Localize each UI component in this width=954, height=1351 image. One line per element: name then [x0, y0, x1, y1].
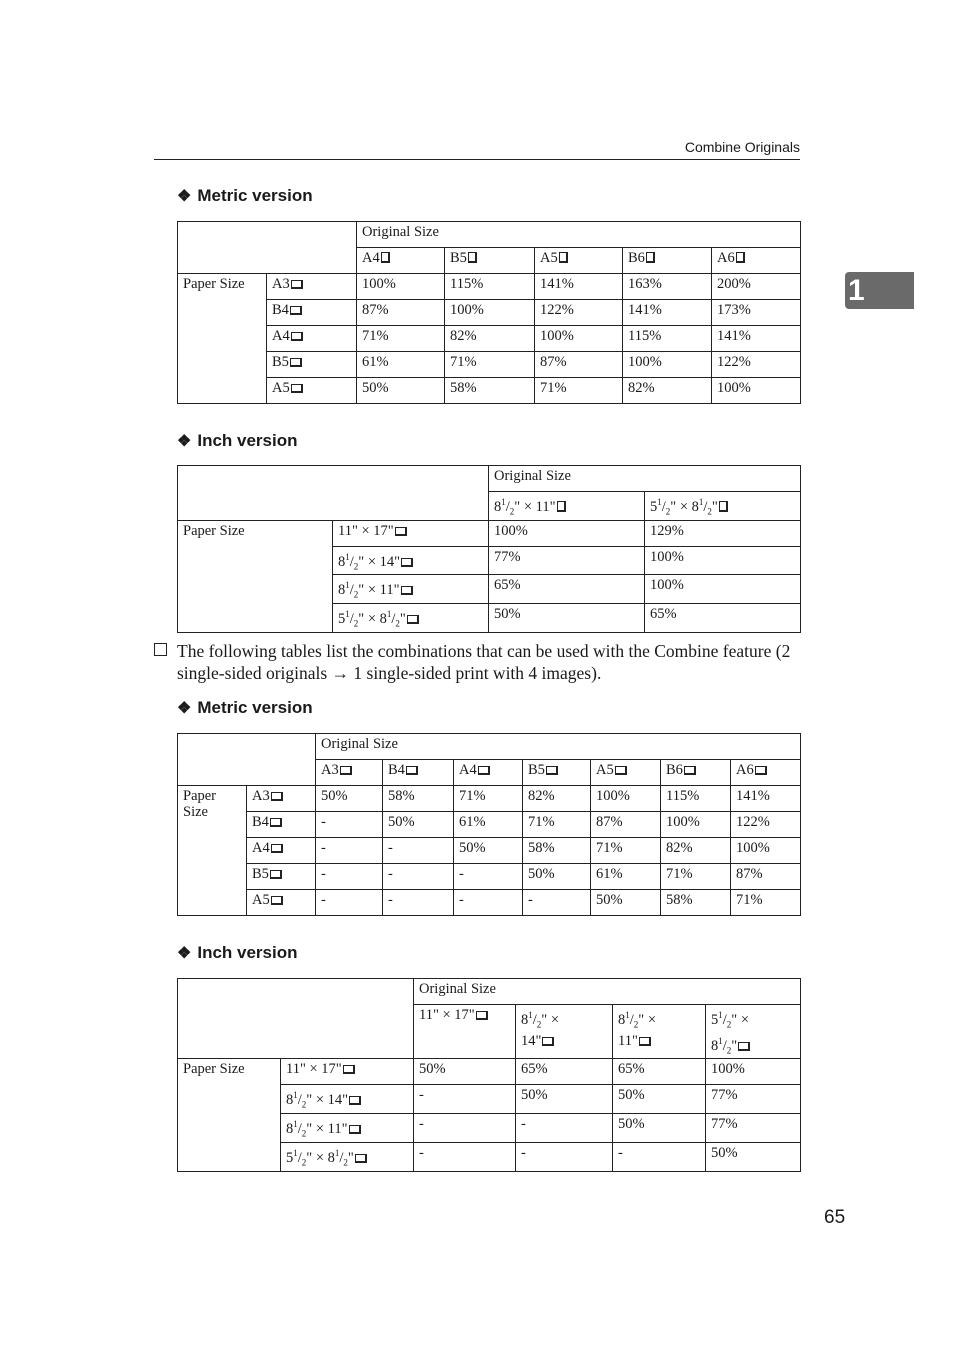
table-cell: 50%	[357, 378, 445, 404]
portrait-orientation-icon	[559, 252, 568, 263]
table-cell: 71%	[357, 326, 445, 352]
table-cell: -	[316, 812, 383, 838]
row-header: B4	[267, 300, 357, 326]
table-row	[178, 812, 801, 838]
table-cell: 173%	[712, 300, 801, 326]
column-header: A6	[731, 760, 801, 786]
table-row	[178, 838, 801, 864]
table-cell: 50%	[316, 786, 383, 812]
column-header: $8^1/_2$" × 11"	[613, 1005, 706, 1059]
table-cell: 61%	[591, 864, 661, 890]
row-header: $8^1/_2$" × 11"	[333, 575, 489, 604]
row-header: $5^1/_2$" × $8^1/_2$"	[281, 1142, 414, 1171]
table-cell: 100%	[591, 786, 661, 812]
table-cell: 71%	[591, 838, 661, 864]
column-group-header: Original Size	[357, 222, 801, 248]
table-cell: -	[316, 864, 383, 890]
table-cell: -	[523, 890, 591, 916]
table-row	[178, 466, 801, 492]
table-cell: 87%	[535, 352, 623, 378]
table-cell: 50%	[383, 812, 454, 838]
table-cell: 115%	[623, 326, 712, 352]
row-header: $5^1/_2$" × $8^1/_2$"	[333, 604, 489, 633]
table-cell: 100%	[731, 838, 801, 864]
diamond-bullet-icon: ❖	[177, 433, 192, 450]
table-cell: 100%	[645, 575, 801, 604]
table-row	[178, 786, 801, 812]
table-cell: 100%	[623, 352, 712, 378]
table-row	[178, 864, 801, 890]
table-cell: 100%	[489, 520, 645, 546]
diamond-bullet-icon: ❖	[177, 700, 192, 717]
landscape-orientation-icon	[291, 280, 303, 289]
table-cell: 77%	[706, 1085, 801, 1114]
table-cell: -	[383, 890, 454, 916]
landscape-orientation-icon	[291, 332, 303, 341]
column-header: B4	[383, 760, 454, 786]
table-cell: 82%	[623, 378, 712, 404]
column-header: A4	[454, 760, 523, 786]
table-cell: 61%	[454, 812, 523, 838]
table-metric-2	[177, 733, 801, 916]
column-header: B5	[445, 248, 535, 274]
landscape-orientation-icon	[478, 766, 490, 775]
table-cell: 100%	[706, 1059, 801, 1085]
row-header: $8^1/_2$" × 14"	[333, 546, 489, 575]
table-cell: 87%	[591, 812, 661, 838]
landscape-orientation-icon	[271, 844, 283, 853]
table-cell: 50%	[613, 1085, 706, 1114]
portrait-orientation-icon	[646, 252, 655, 263]
table-row	[178, 979, 801, 1005]
table-cell: 100%	[712, 378, 801, 404]
table-cell: -	[414, 1142, 516, 1171]
table-cell: 87%	[357, 300, 445, 326]
table-cell: -	[454, 864, 523, 890]
landscape-orientation-icon	[684, 766, 696, 775]
table-cell: 58%	[383, 786, 454, 812]
table-cell: 87%	[731, 864, 801, 890]
table-cell: 100%	[535, 326, 623, 352]
row-header: $8^1/_2$" × 14"	[281, 1085, 414, 1114]
landscape-orientation-icon	[340, 766, 352, 775]
landscape-orientation-icon	[349, 1096, 361, 1105]
table-cell: 141%	[623, 300, 712, 326]
landscape-orientation-icon	[401, 558, 413, 567]
table-cell: 50%	[613, 1114, 706, 1143]
table-cell: 58%	[523, 838, 591, 864]
table-cell: -	[414, 1085, 516, 1114]
row-header: B5	[247, 864, 316, 890]
row-header: B5	[267, 352, 357, 378]
checkbox-bullet-icon	[154, 643, 167, 656]
table-cell: 141%	[731, 786, 801, 812]
table-cell: 50%	[516, 1085, 613, 1114]
page-header	[154, 138, 800, 160]
section-heading-metric-1: ❖ Metric version	[177, 186, 313, 205]
row-header: A5	[267, 378, 357, 404]
column-header: B6	[661, 760, 731, 786]
table-cell: 122%	[535, 300, 623, 326]
table-cell: 71%	[454, 786, 523, 812]
table-row	[178, 520, 801, 546]
table-cell: -	[454, 890, 523, 916]
column-header: B5	[523, 760, 591, 786]
page-number: 65	[824, 1207, 846, 1228]
empty-cell	[178, 466, 489, 521]
table-row	[178, 378, 801, 404]
table-cell: 200%	[712, 274, 801, 300]
table-cell: 58%	[445, 378, 535, 404]
row-header: A4	[267, 326, 357, 352]
landscape-orientation-icon	[271, 896, 283, 905]
table-cell: 122%	[712, 352, 801, 378]
header-title: Combine Originals	[684, 139, 800, 155]
row-header: A3	[247, 786, 316, 812]
table-cell: 65%	[613, 1059, 706, 1085]
table-cell: 100%	[661, 812, 731, 838]
table-row	[178, 326, 801, 352]
table-cell: 82%	[661, 838, 731, 864]
landscape-orientation-icon	[615, 766, 627, 775]
landscape-orientation-icon	[343, 1065, 355, 1074]
landscape-orientation-icon	[476, 1011, 488, 1020]
landscape-orientation-icon	[406, 766, 418, 775]
row-group-header: Paper Size	[178, 520, 333, 632]
landscape-orientation-icon	[349, 1125, 361, 1134]
landscape-orientation-icon	[271, 792, 283, 801]
table-cell: 65%	[645, 604, 801, 633]
table-inch-2	[177, 978, 801, 1172]
table-row	[178, 300, 801, 326]
table-row	[178, 890, 801, 916]
row-header: A4	[247, 838, 316, 864]
column-header: $5^1/_2$" × $8^1/_2$"	[706, 1005, 801, 1059]
table-cell: 50%	[706, 1142, 801, 1171]
portrait-orientation-icon	[719, 501, 728, 512]
row-header: 11" × 17"	[281, 1059, 414, 1085]
table-cell: -	[316, 838, 383, 864]
table-cell: -	[516, 1114, 613, 1143]
table-cell: -	[383, 838, 454, 864]
row-header: A3	[267, 274, 357, 300]
landscape-orientation-icon	[546, 766, 558, 775]
column-header: $8^1/_2$" × 11"	[489, 492, 645, 521]
table-cell: 82%	[445, 326, 535, 352]
landscape-orientation-icon	[290, 358, 302, 367]
landscape-orientation-icon	[542, 1037, 554, 1046]
table-cell: 65%	[489, 575, 645, 604]
table-row	[178, 734, 801, 760]
table-cell: -	[613, 1142, 706, 1171]
table-cell: 100%	[645, 546, 801, 575]
table-row	[178, 352, 801, 378]
table-cell: 50%	[454, 838, 523, 864]
portrait-orientation-icon	[736, 252, 745, 263]
table-cell: 71%	[445, 352, 535, 378]
column-group-header: Original Size	[414, 979, 801, 1005]
column-header: A5	[591, 760, 661, 786]
portrait-orientation-icon	[468, 252, 477, 263]
table-cell: 115%	[661, 786, 731, 812]
column-header: $5^1/_2$" × $8^1/_2$"	[645, 492, 801, 521]
landscape-orientation-icon	[290, 306, 302, 315]
note-paragraph: The following tables list the combinations that can be used with the Combine feature (2 single-sided originals → 1 single-sided print with 4 images).	[154, 640, 804, 662]
table-cell: 71%	[661, 864, 731, 890]
column-header: A4	[357, 248, 445, 274]
landscape-orientation-icon	[355, 1154, 367, 1163]
table-row	[178, 274, 801, 300]
table-cell: 71%	[731, 890, 801, 916]
chapter-tab: 1	[845, 272, 914, 309]
column-header: $8^1/_2$" × 14"	[516, 1005, 613, 1059]
landscape-orientation-icon	[639, 1037, 651, 1046]
empty-cell	[178, 734, 316, 786]
table-row	[178, 1059, 801, 1085]
column-header: 11" × 17"	[414, 1005, 516, 1059]
diamond-bullet-icon: ❖	[177, 188, 192, 205]
row-header: A5	[247, 890, 316, 916]
landscape-orientation-icon	[738, 1042, 750, 1051]
table-cell: 77%	[489, 546, 645, 575]
table-cell: 58%	[661, 890, 731, 916]
section-heading-inch-2: ❖ Inch version	[177, 943, 298, 962]
table-cell: 50%	[489, 604, 645, 633]
column-header: A3	[316, 760, 383, 786]
table-cell: 100%	[357, 274, 445, 300]
table-cell: 141%	[535, 274, 623, 300]
column-group-header: Original Size	[489, 466, 801, 492]
table-cell: 141%	[712, 326, 801, 352]
table-cell: 71%	[523, 812, 591, 838]
table-cell: 65%	[516, 1059, 613, 1085]
landscape-orientation-icon	[270, 870, 282, 879]
landscape-orientation-icon	[401, 586, 413, 595]
empty-cell	[178, 979, 414, 1059]
row-header: B4	[247, 812, 316, 838]
landscape-orientation-icon	[395, 527, 407, 536]
table-cell: 82%	[523, 786, 591, 812]
diamond-bullet-icon: ❖	[177, 945, 192, 962]
column-header: B6	[623, 248, 712, 274]
row-group-header: Paper Size	[178, 1059, 281, 1171]
table-cell: 61%	[357, 352, 445, 378]
table-cell: 100%	[445, 300, 535, 326]
section-heading-metric-2: ❖ Metric version	[177, 698, 313, 717]
portrait-orientation-icon	[381, 252, 390, 263]
table-cell: 77%	[706, 1114, 801, 1143]
section-heading-inch-1: ❖ Inch version	[177, 431, 298, 450]
landscape-orientation-icon	[291, 384, 303, 393]
portrait-orientation-icon	[557, 501, 566, 512]
table-row	[178, 222, 801, 248]
row-header: $8^1/_2$" × 11"	[281, 1114, 414, 1143]
table-cell: -	[383, 864, 454, 890]
table-metric-1	[177, 221, 801, 404]
empty-cell	[178, 222, 357, 274]
table-cell: 50%	[523, 864, 591, 890]
landscape-orientation-icon	[270, 818, 282, 827]
table-cell: 122%	[731, 812, 801, 838]
column-group-header: Original Size	[316, 734, 801, 760]
table-inch-1	[177, 465, 801, 633]
table-cell: 71%	[535, 378, 623, 404]
column-header: A6	[712, 248, 801, 274]
row-group-header: Paper Size	[178, 786, 247, 916]
landscape-orientation-icon	[407, 615, 419, 624]
table-cell: 50%	[414, 1059, 516, 1085]
row-header: 11" × 17"	[333, 520, 489, 546]
table-cell: 163%	[623, 274, 712, 300]
landscape-orientation-icon	[755, 766, 767, 775]
row-group-header: Paper Size	[178, 274, 267, 404]
table-cell: -	[316, 890, 383, 916]
table-cell: -	[516, 1142, 613, 1171]
table-cell: 50%	[591, 890, 661, 916]
table-cell: 115%	[445, 274, 535, 300]
table-cell: 129%	[645, 520, 801, 546]
column-header: A5	[535, 248, 623, 274]
table-cell: -	[414, 1114, 516, 1143]
